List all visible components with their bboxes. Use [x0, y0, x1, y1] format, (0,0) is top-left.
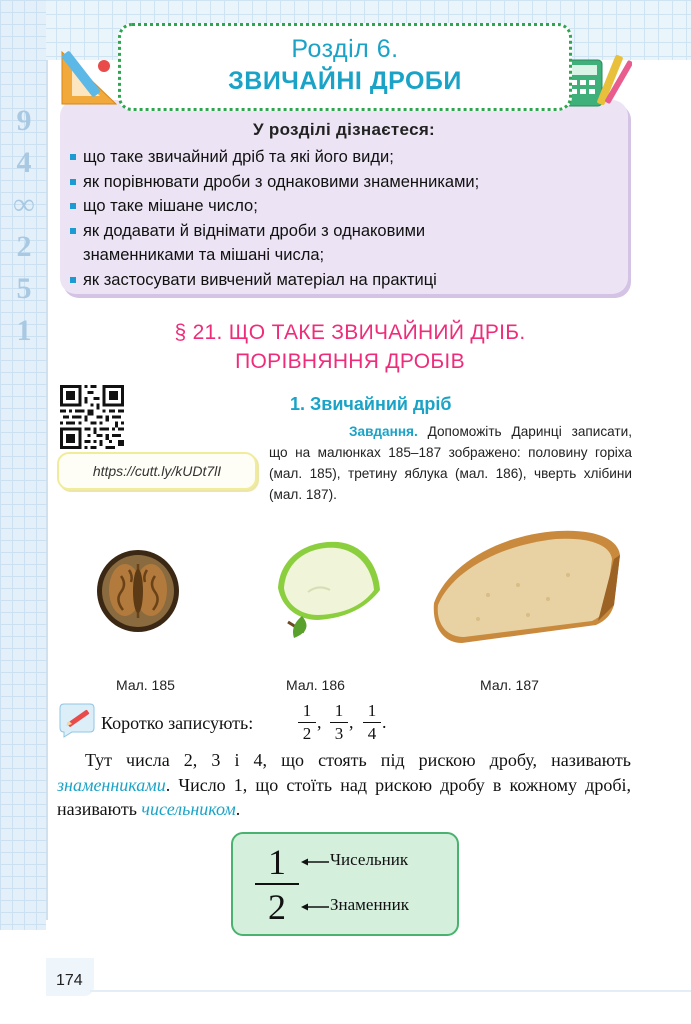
diagram-numerator: 1	[268, 842, 286, 882]
learning-goals-list	[68, 145, 503, 292]
paragraph-text: Тут числа 2, 3 і 4, що стоять під рискою дробу, називають	[85, 750, 631, 770]
list-item: як застосувати вивчений матеріал на практиці	[68, 268, 503, 293]
decorative-digits: 9 4 ∞ 2 5 1	[13, 104, 35, 347]
arrow-left-icon	[301, 902, 329, 912]
brief-label: Коротко записують:	[101, 713, 254, 733]
fraction-numerator: 1	[302, 701, 312, 720]
calculator-icon	[562, 52, 632, 110]
list-item: що таке мішане число;	[68, 194, 503, 219]
apple-slice-image	[268, 536, 386, 644]
chapter-title-box	[118, 23, 572, 111]
task-text	[269, 421, 632, 505]
fraction-one-quarter	[363, 701, 381, 744]
term-denominator: знаменниками	[57, 774, 166, 795]
page-number: 174	[56, 972, 83, 989]
fraction-diagram-box	[231, 832, 459, 936]
chapter-number: Розділ 6.	[291, 35, 399, 63]
subsection-title: 1. Звичайний дріб	[290, 394, 452, 414]
fraction-denominator: 4	[367, 724, 377, 743]
fraction-separator: .	[382, 712, 387, 732]
figure-caption: Мал. 186	[286, 677, 345, 693]
ruler-triangle-icon	[56, 44, 122, 110]
section-heading-line2: ПОРІВНЯННЯ ДРОБІВ	[235, 350, 465, 373]
fraction-numerator: 1	[334, 701, 344, 720]
figure-caption: Мал. 187	[480, 677, 539, 693]
numerator-label: Чисельник	[330, 850, 409, 869]
pencil-note-icon	[58, 700, 98, 738]
diagram-fraction-bar	[255, 883, 299, 885]
fraction-one-half	[298, 701, 316, 744]
bread-image	[428, 525, 624, 650]
section-heading-line1: § 21. ЩО ТАКЕ ЗВИЧАЙНИЙ ДРІБ.	[174, 321, 526, 344]
fraction-denominator: 2	[302, 724, 312, 743]
figure-caption: Мал. 185	[116, 677, 175, 693]
paragraph-text: .	[235, 799, 241, 819]
definition-paragraph	[57, 748, 631, 822]
walnut-image	[95, 548, 181, 634]
fraction-separator: ,	[349, 712, 354, 732]
learning-goals-heading: У розділі дізнаєтеся:	[252, 120, 436, 139]
chapter-title: ЗВИЧАЙНІ ДРОБИ	[228, 67, 462, 95]
list-item: як порівнювати дроби з однаковими знаменниками;	[68, 170, 503, 195]
diagram-denominator: 2	[268, 887, 286, 927]
learning-goals-box	[60, 100, 628, 294]
qr-code-icon[interactable]	[60, 385, 124, 449]
list-item: що таке звичайний дріб та які його види;	[68, 145, 503, 170]
list-item: як додавати й віднімати дроби з однаковими знаменниками та мішані числа;	[68, 219, 503, 268]
section-heading	[100, 318, 600, 376]
fraction-numerator: 1	[367, 701, 377, 720]
link-url[interactable]: https://cutt.ly/kUDt7lI	[57, 452, 257, 490]
task-label: Завдання.	[349, 424, 418, 439]
fraction-denominator: 3	[334, 724, 344, 743]
fraction-one-third	[330, 701, 348, 744]
denominator-label: Знаменник	[330, 895, 410, 914]
bottom-divider	[90, 990, 691, 992]
fraction-separator: ,	[317, 712, 322, 732]
task-body: Допоможіть Даринці записати, що на малюнках 185–187 зображено: половину горіха (мал. 185), третину яблука (мал. 186), чверть хлібини (мал. 187).	[269, 424, 632, 502]
term-numerator: чисельником	[141, 799, 236, 819]
side-divider	[46, 60, 48, 920]
paragraph-text: . Число 1, що стоїть над рискою дробу в кожному дробі, називають	[57, 774, 631, 819]
arrow-left-icon	[301, 857, 329, 867]
